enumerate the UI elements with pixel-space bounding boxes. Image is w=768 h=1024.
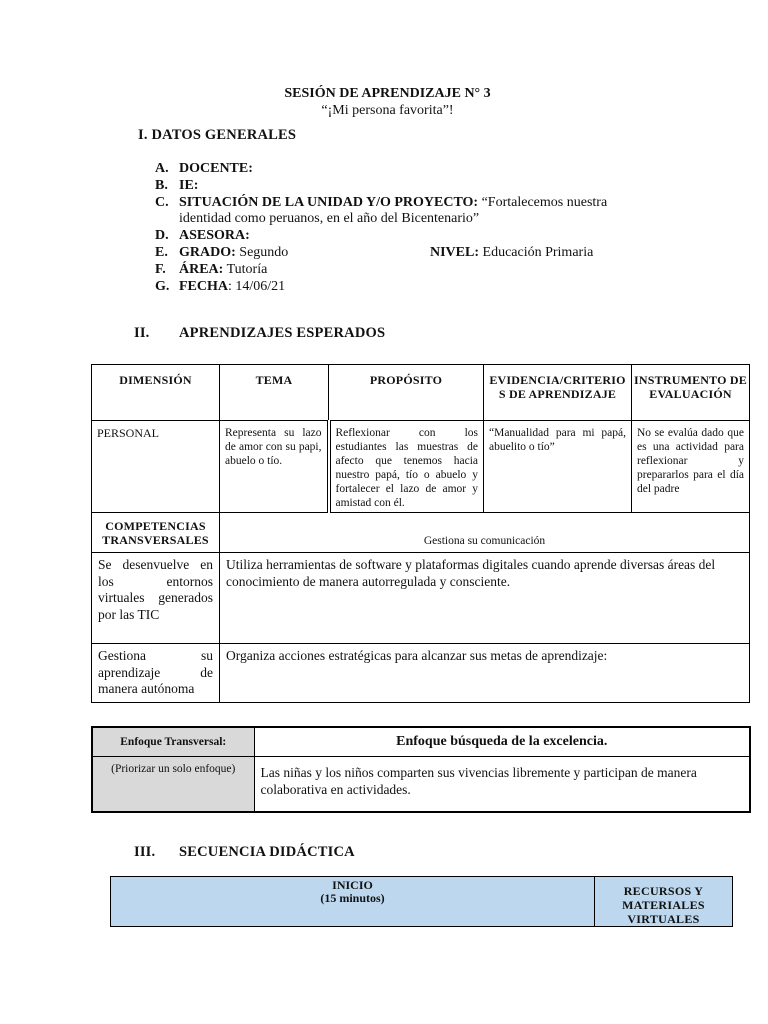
row-key: SITUACIÓN DE LA UNIDAD Y/O PROYECTO:: [179, 195, 479, 210]
datos-row-area: [155, 262, 267, 278]
page-subtitle: “¡Mi persona favorita”!: [321, 103, 454, 118]
table-header-row: [92, 365, 750, 421]
row-value: Tutoría: [226, 262, 268, 277]
datos-row-grado: [155, 245, 288, 261]
competencias-value: Gestiona su comunicación: [220, 513, 750, 553]
competencias-row: [92, 513, 750, 553]
table-row: [92, 644, 750, 703]
row-letter: G.: [155, 279, 170, 294]
row-key: FECHA: [179, 279, 228, 294]
enfoque-table: [91, 726, 751, 813]
header-proposito: PROPÓSITO: [329, 365, 484, 421]
section-datos-generales-title: I. DATOS GENERALES: [138, 127, 297, 143]
secuencia-header-row: [111, 877, 733, 927]
cell-dimension: PERSONAL: [92, 421, 220, 513]
inicio-label: INICIO: [332, 878, 373, 892]
competencia-desc: Utiliza herramientas de software y plataformas digitales cuando aprende diversas áreas del conocimiento de manera autorregulada y consciente.: [220, 553, 750, 644]
aprendizajes-table: [91, 364, 750, 703]
row-key: IE:: [179, 178, 199, 193]
cell-instrumento: No se evalúa dado que es una actividad para reflexionar y prepararlos para el día del padre: [632, 421, 750, 513]
cell-tema: Representa su lazo de amor con su papi, abuelo o tío.: [220, 421, 329, 513]
row-letter: B.: [155, 178, 168, 193]
row-letter: E.: [155, 245, 168, 260]
datos-row-asesora: [155, 228, 250, 244]
header-dimension: DIMENSIÓN: [92, 365, 220, 421]
row-value: Segundo: [239, 245, 289, 260]
row-letter: A.: [155, 161, 169, 176]
row-value: “Fortalecemos nuestra: [481, 195, 608, 210]
inicio-duracion: (15 minutos): [320, 891, 385, 905]
header-tema: TEMA: [220, 365, 329, 421]
section-aprendizajes-num: II.: [134, 325, 150, 341]
row-letter: D.: [155, 228, 169, 243]
row-key: ÁREA:: [179, 262, 224, 277]
recursos-header: RECURSOS Y MATERIALES VIRTUALES: [595, 877, 733, 927]
datos-row-situacion-cont: identidad como peruanos, en el año del Bicentenario”: [179, 211, 480, 226]
page-title: SESIÓN DE APRENDIZAJE N° 3: [284, 86, 491, 101]
table-row: [92, 553, 750, 644]
header-evidencia: EVIDENCIA/CRITERIOS DE APRENDIZAJE: [484, 365, 632, 421]
datos-row-ie: [155, 178, 198, 194]
enfoque-header-row: [92, 727, 750, 756]
competencias-label: COMPETENCIAS TRANSVERSALES: [92, 513, 220, 553]
enfoque-label: Enfoque Transversal:: [92, 727, 254, 756]
cell-evidencia: “Manualidad para mi papá, abuelito o tío”: [484, 421, 632, 513]
datos-row-situacion: [155, 195, 675, 211]
enfoque-body-row: [92, 756, 750, 812]
section-secuencia-num: III.: [134, 844, 156, 860]
row-key: GRADO:: [179, 245, 236, 260]
row-letter: F.: [155, 262, 166, 277]
datos-row-nivel: [430, 245, 593, 261]
cell-proposito: Reflexionar con los estudiantes las muestras de afecto que tenemos hacia nuestro papá, tío o abuelo y fortalecer el lazo de amor y amistad con él.: [329, 421, 484, 513]
row-value: : 14/06/21: [228, 279, 286, 294]
row-key: DOCENTE:: [179, 161, 253, 176]
enfoque-title: Enfoque búsqueda de la excelencia.: [254, 727, 750, 756]
table-row: [92, 421, 750, 513]
competencia-name: Se desenvuelve en los entornos virtuales generados por las TIC: [92, 553, 220, 644]
row-value: Educación Primaria: [482, 245, 594, 260]
competencia-name: Gestiona su aprendizaje de manera autónoma: [92, 644, 220, 703]
header-instrumento: INSTRUMENTO DE EVALUACIÓN: [632, 365, 750, 421]
datos-row-fecha: [155, 279, 285, 295]
enfoque-desc: Las niñas y los niños comparten sus vivencias libremente y participan de manera colaborativa en actividades.: [254, 756, 750, 812]
row-letter: C.: [155, 195, 169, 210]
row-key: NIVEL:: [430, 245, 480, 260]
section-secuencia-title: SECUENCIA DIDÁCTICA: [179, 844, 355, 860]
competencia-desc: Organiza acciones estratégicas para alcanzar sus metas de aprendizaje:: [220, 644, 750, 703]
datos-row-docente: [155, 161, 253, 177]
inicio-header: [111, 877, 595, 927]
enfoque-note: (Priorizar un solo enfoque): [92, 756, 254, 812]
section-aprendizajes-title: APRENDIZAJES ESPERADOS: [179, 325, 386, 341]
secuencia-table: [110, 876, 733, 927]
row-key: ASESORA:: [179, 228, 250, 243]
